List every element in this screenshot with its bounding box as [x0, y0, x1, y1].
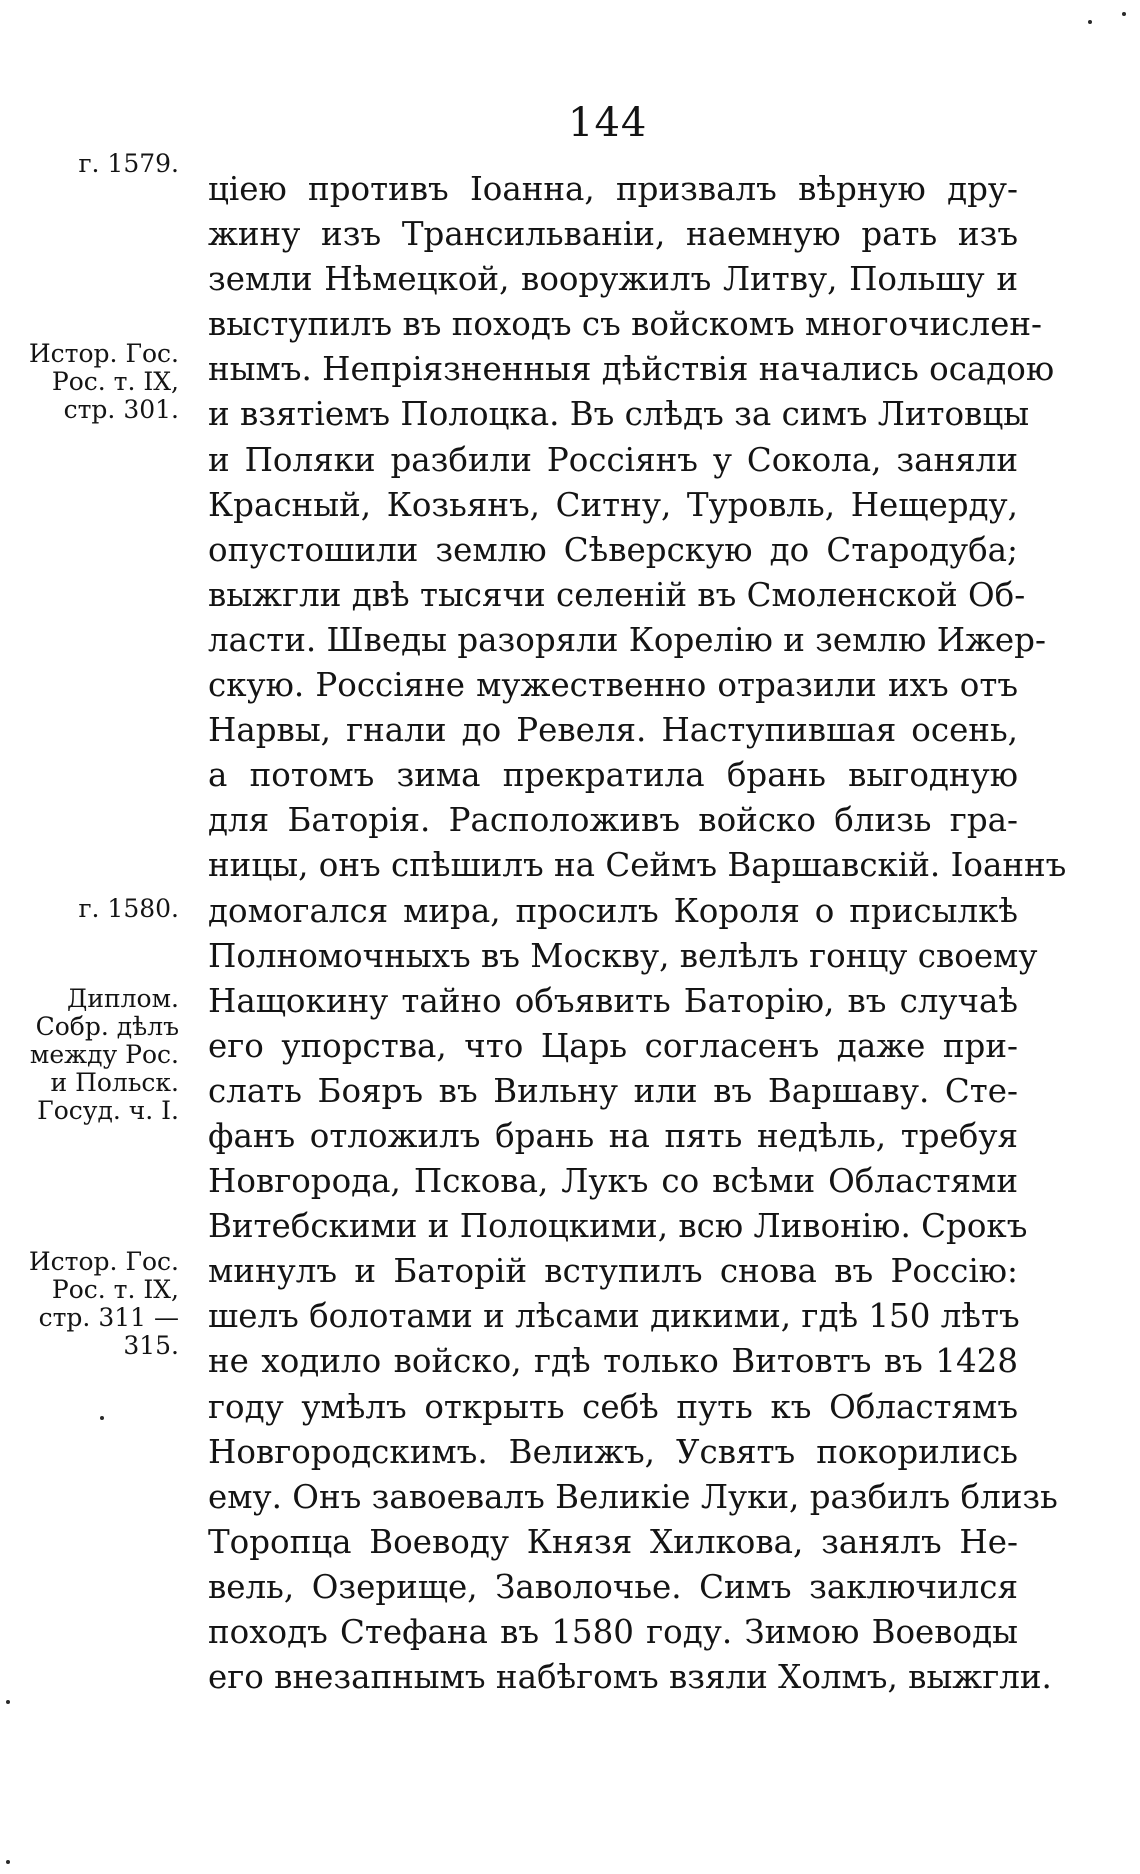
margin-notes	[0, 0, 205, 1874]
text-line: Красный, Козьянъ, Ситну, Туровль, Нещерду,	[208, 485, 1018, 524]
text-line: ему. Онъ завоевалъ Великiе Луки, разбилъ близь	[208, 1477, 1058, 1516]
text-line: не ходило войско, гдѣ только Витовтъ въ 1428	[208, 1342, 1018, 1381]
text-line: ницы, онъ спѣшилъ на Сеймъ Варшавскiй. Iоаннъ	[208, 846, 1067, 885]
text-line: и Поляки разбили Россiянъ у Сокола, заняли	[208, 440, 1018, 479]
text-line: домогался мира, просилъ Короля о присылкѣ	[208, 891, 1018, 930]
page-number: 144	[568, 100, 648, 146]
text-line: Новгорода, Пскова, Лукъ со всѣми Областями	[208, 1162, 1018, 1201]
text-line: вель, Озерище, Заволочье. Симъ заключился	[208, 1567, 1018, 1606]
text-line: Полномочныхъ въ Москву, велѣлъ гонцу своему	[208, 936, 1038, 975]
text-line: жину изъ Трансильванiи, наемную рать изъ	[208, 215, 1018, 254]
text-line: а потомъ зима прекратила брань выгодную	[208, 756, 1018, 795]
text-line: году умѣлъ открыть себѣ путь къ Областямъ	[208, 1387, 1018, 1426]
text-line: для Баторiя. Расположивъ войско близь гра-	[208, 801, 1018, 840]
text-line: Нащокину тайно объявить Баторiю, въ случаѣ	[208, 981, 1018, 1020]
margin-note-year-1580: г. 1580.	[78, 894, 179, 923]
body-text	[208, 167, 1067, 1700]
scan-speck	[1088, 20, 1092, 24]
scan-speck	[6, 1700, 10, 1704]
margin-note-year-1579: г. 1579.	[78, 149, 179, 178]
text-line: его упорства, что Царь согласенъ даже при-	[208, 1026, 1018, 1065]
text-line: походъ Стефана въ 1580 году. Зимою Воеводы	[208, 1613, 1018, 1651]
scan-speck	[1122, 12, 1126, 16]
text-line: ласти. Шведы разоряли Корелiю и землю Ижер-	[208, 620, 1046, 659]
text-line: и взятiемъ Полоцка. Въ слѣдъ за симъ Литовцы	[208, 395, 1030, 434]
text-line: фанъ отложилъ брань на пять недѣль, требуя	[208, 1116, 1018, 1155]
text-line: Витебскими и Полоцкими, всю Ливонiю. Срокъ	[208, 1207, 1028, 1246]
text-line: цiею противъ Iоанна, призвалъ вѣрную дру-	[208, 170, 1018, 208]
text-line: земли Нѣмецкой, вооружилъ Литву, Польшу и	[208, 260, 1018, 299]
margin-note-source-1: Истор. Гос. Рос. т. IX, стр. 301.	[28, 339, 179, 424]
text-line: нымъ. Непрiязненныя дѣйствiя начались осадою	[208, 350, 1055, 389]
text-line: минулъ и Баторiй вступилъ снова въ Россiю:	[208, 1252, 1018, 1291]
text-line: его внезапнымъ набѣгомъ взяли Холмъ, выжгли.	[208, 1658, 1052, 1697]
text-line: опустошили землю Сѣверскую до Стародуба;	[208, 530, 1018, 569]
text-line: Торопца Воеводу Князя Хилкова, занялъ Не-	[208, 1522, 1018, 1561]
text-line: шелъ болотами и лѣсами дикими, гдѣ 150 лѣтъ	[208, 1297, 1020, 1336]
margin-note-source-3: Истор. Гос. Рос. т. IX, стр. 311 — 315.	[28, 1247, 179, 1360]
text-line: слать Бояръ въ Вильну или въ Варшаву. Сте-	[208, 1071, 1018, 1110]
scan-speck	[6, 1860, 10, 1864]
margin-note-source-2: Диплом. Собр. дѣлъ между Рос. и Польск. Госуд. ч. I.	[29, 984, 179, 1125]
text-line: Нарвы, гнали до Ревеля. Наступившая осень,	[208, 711, 1018, 750]
scan-speck	[100, 1416, 104, 1420]
text-line: Новгородскимъ. Велижъ, Усвятъ покорились	[208, 1432, 1018, 1471]
text-line: выступилъ въ походъ съ войскомъ многочислен-	[208, 305, 1042, 344]
text-line: скую. Россiяне мужественно отразили ихъ отъ	[208, 666, 1018, 705]
text-line: выжгли двѣ тысячи селенiй въ Смоленской Об-	[208, 575, 1026, 614]
